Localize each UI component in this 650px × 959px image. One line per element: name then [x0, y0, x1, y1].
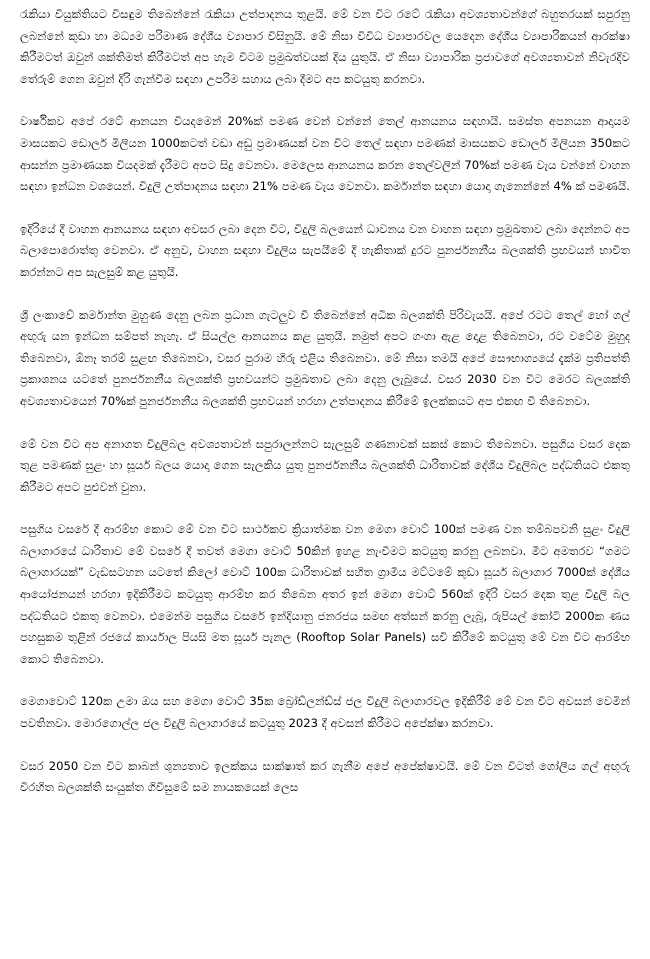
paragraph-oil-imports: වාර්ෂිකව අපේ රටේ ආනයන වියදමෙන් 20%ක් පමණ වෙන් වන්නේ තෙල් ආනයනය සඳහායි. සමස්ත අපනයන ආදායම මාසයකට ඩොලර් මිලියන 1000කටත් වඩා අඩු ප්‍රමාණයක් වන විට තෙල් සඳහා පමණක් මාසයකට ඩොලර් මිලියන 350කට ආසන්න ප්‍රමාණයක වියදමක් දැරීමට අපට සිදු වෙනවා. මෙලෙස ආනයනය කරන තෙල්වලින් 70%ක් පමණ වැය වන්නේ වාහන සඳහා ඉන්ධන වශයෙන්. විදුලි උත්පාදනය සඳහා 21% පමණ වැය වෙනවා. කර්මාන්ත සඳහා යොදා ගැනෙන්නේ 4% ක් පමණයි. [20, 114, 630, 194]
paragraph-hydro-projects: මෙගාවොට් 120ක උමා ඔය සහ මෙගා වොට් 35ක බ්‍රෝඩ්ලන්ඩ්ස් ජල විදුලි බලාගාරවල ඉදිකිරීම් මේ වන විට අවසන් වෙමින් පවතිනවා. මොරගොල්ල ජල විදුලි බලාගාරයේ කටයුතු 2023 දී අවසන් කිරීමට අපේක්ෂා කරනවා. [20, 694, 630, 731]
paragraph-wind-solar-projects: පසුගිය වසරේ දී ආරම්භ කොට මේ වන විට සාර්ථකව ක්‍රියාත්මක වන මෙගා වොට් 100ක් පමණ වන තම්බපවනි සුළං විදුලි බලාගාරයේ ධාරිතාව මේ වසරේ දී තවත් මෙගා වොට් 50කින් ඉහළ නැංවීමට කටයුතු කරනු ලබනවා. මීට අමතරව “ගමට බලාගාරයක්” වැඩසටහන යටතේ කිලෝ වොට් 100ක ධාරිතාවක් සහිත ග්‍රාමීය මට්ටමේ කුඩා සූර්ය බලාගාර 7000ක් දේශීය ආයෝජනයන් හරහා ඉදිකිරීමට කටයුතු ආරම්භ කර තිබෙන අතර ඉන් මෙගා වොට් 560ක් ඉදිරි වසර දෙක තුළ විදුලි බල පද්ධතියට එකතු වෙනවා. එමෙන්ම පසුගිය වසරේ ඉන්දියානු ජනරජය සමඟ අත්සන් කරනු ලැබූ, රුපියල් කෝටි 2000ක ණය පහසුකම තුළින් රජයේ කාර්යාල පියසි මත සූර්ය පැනල (Rooftop Solar Panels) සවි කිරීමේ කටයුතු මේ වන විට ආරම්භ කොට තිබෙනවා. [20, 522, 630, 666]
paragraph-energy-cost: ශ්‍රී ලංකාවේ කර්මාන්ත මුහුණ දෙනු ලබන ප්‍රධාන ගැටලුව වී තිබෙන්නේ අධික බලශක්ති පිරිවැයයි. අපේ රටට තෙල් හෝ ගල් අඟුරු යන ඉන්ධන සම්පත් නැහැ. ඒ සියල්ල ආනයනය කළ යුතුයි. නමුත් අපට ගංගා ඇළ දොළ තිබෙනවා, රට වටේම මුහුද තිබෙනවා, ඕනෑ තරම් සුළඟ තිබෙනවා, වසර පුරාම හිරු එළිය තිබෙනවා. මේ නිසා තමයි අපේ සෞභාග්‍යයේ දැක්ම ප්‍රතිපත්ති ප්‍රකාශනය යටතේ පුනර්ජනනීය බලශක්ති ප්‍රභවයන්ට ප්‍රමුඛතාව ලබා දෙනු ලැබුයේ. වසර 2030 වන විට මෙරට බලශක්ති අවශ්‍යතාවයෙන් 70%ක් පුනර්ජනනීය බලශක්ති ප්‍රභවයන් හරහා උත්පාදනය කිරීමේ ඉලක්කයට අප එකඟ වී තිබෙනවා. [20, 307, 630, 408]
paragraph-employment: රැකියා වියුක්තියට විසඳුම තිබෙන්නේ රැකියා උත්පාදනය තුළයි. මේ වන විට රටේ රැකියා අවශ්‍යතාවන්ගේ බහුතරයක් සපුරනු ලබන්නේ කුඩා හා මධ්‍යම පරිමාණ දේශීය ව්‍යාපාර විසිනුයි. මේ නිසා විවිධ ව්‍යාපාරවල යෙදෙන දේශීය ව්‍යාපාරිකයන් ආරක්ෂා කිරීමටත් ඔවුන් ශක්තිමත් කිරීමටත් අප හැම විටම ප්‍රමුඛත්වයක් දිය යුතුයි. ඒ නිසා ව්‍යාපාරික ප්‍රජාවගේ අවශ්‍යතාවන් නිවැරදිව තේරුම් ගෙන ඔවුන් දිරි ගැන්වීම සඳහා උපරිම සහාය ලබා දීමට අප කටයුතු කරනවා. [20, 7, 630, 86]
paragraph-carbon-neutrality: වසර 2050 වන විට කාබන් ශුන්‍යතාව ඉලක්කය සාක්ෂාත් කර ගැනීම අපේ අපේක්ෂාවයි. මේ වන විටත් ගෝලීය ගල් අඟුරු විරහිත බලශක්ති සංයුක්ත ගිවිසුමේ සම නායකයෙක් ලෙස [20, 758, 630, 795]
paragraph-power-plans: මේ වන විට අප අනාගත විදුලිබල අවශ්‍යතාවන් සපුරාලන්නට සැලසුම් ගණනාවක් සකස් කොට තිබෙනවා. පසුගිය වසර දෙක තුළ පමණක් සුළං හා සූර්ය බලය යොදා ගෙන සැලකිය යුතු පුනර්ජනනීය බලශක්ති ධාරිතාවක් දේශීය විදුලිබල පද්ධතියට එකතු කිරීමට අපට පුළුවන් වුනා. [20, 436, 630, 494]
paragraph-electric-vehicles: ඉදිරියේ දී වාහන ආනයනය සඳහා අවසර ලබා දෙන විට, විදුලි බලයෙන් ධාවනය වන වාහන සඳහා ප්‍රමුඛතාව ලබා දෙන්නට අප බලාපොරොත්තු වෙනවා. ඒ අනුව, වාහන සඳහා විදුලිය සැපයීමේ දී හැකිතාක් දුරට පුනර්ජනනීය බලශක්ති ප්‍රභවයන් භාවිත කරන්නට අප සැලසුම් කළ යුතුයි. [20, 221, 630, 279]
